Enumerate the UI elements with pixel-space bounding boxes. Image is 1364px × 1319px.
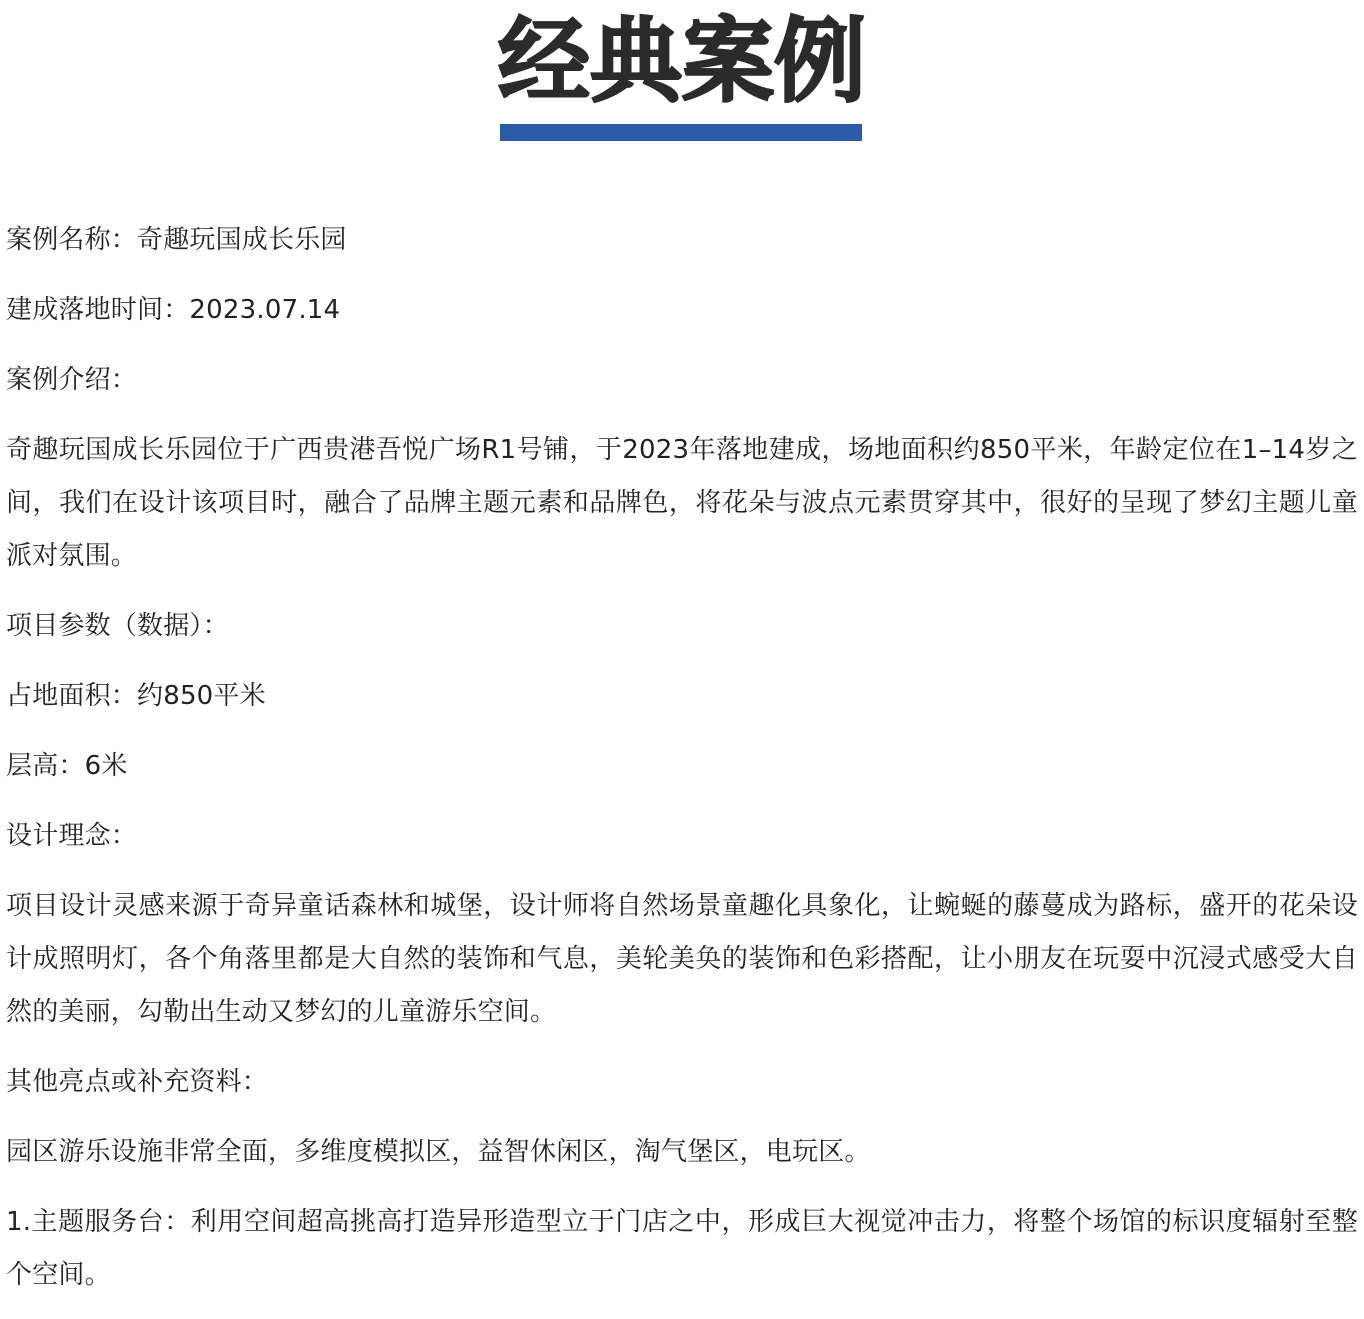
article-body — [6, 214, 1358, 1319]
params-heading: 项目参数（数据）： — [6, 611, 229, 641]
page-header — [0, 0, 1364, 150]
highlight-item-1: 1.主题服务台：利用空间超高挑高打造异形造型立于门店之中，形成巨大视觉冲击力，将整个场馆的标识度辐射至整个空间。 — [6, 1207, 1358, 1290]
area-param: 占地面积：约850平米 — [6, 681, 266, 711]
concept-heading: 设计理念： — [6, 821, 138, 851]
intro-body: 奇趣玩国成长乐园位于广西贵港吾悦广场R1号铺，于2023年落地建成，场地面积约850平米，年龄定位在1–14岁之间，我们在设计该项目时，融合了品牌主题元素和品牌色，将花朵与波点元素贯穿其中，很好的呈现了梦幻主题儿童派对氛围。 — [6, 435, 1358, 571]
title-underline — [500, 124, 862, 141]
intro-heading: 案例介绍： — [6, 365, 138, 395]
page-title: 经典案例 — [497, 8, 866, 115]
completion-time: 建成落地时间：2023.07.14 — [6, 295, 341, 325]
concept-body: 项目设计灵感来源于奇异童话森林和城堡，设计师将自然场景童趣化具象化，让蜿蜒的藤蔓成为路标，盛开的花朵设计成照明灯，各个角落里都是大自然的装饰和气息，美轮美奂的装饰和色彩搭配，让小朋友在玩耍中沉浸式感受大自然的美丽，勾勒出生动又梦幻的儿童游乐空间。 — [6, 891, 1358, 1027]
case-name: 案例名称：奇趣玩国成长乐园 — [6, 225, 347, 255]
highlights-body: 园区游乐设施非常全面，多维度模拟区，益智休闲区，淘气堡区，电玩区。 — [6, 1137, 871, 1167]
highlights-heading: 其他亮点或补充资料： — [6, 1067, 269, 1097]
floor-height-param: 层高：6米 — [6, 751, 128, 781]
